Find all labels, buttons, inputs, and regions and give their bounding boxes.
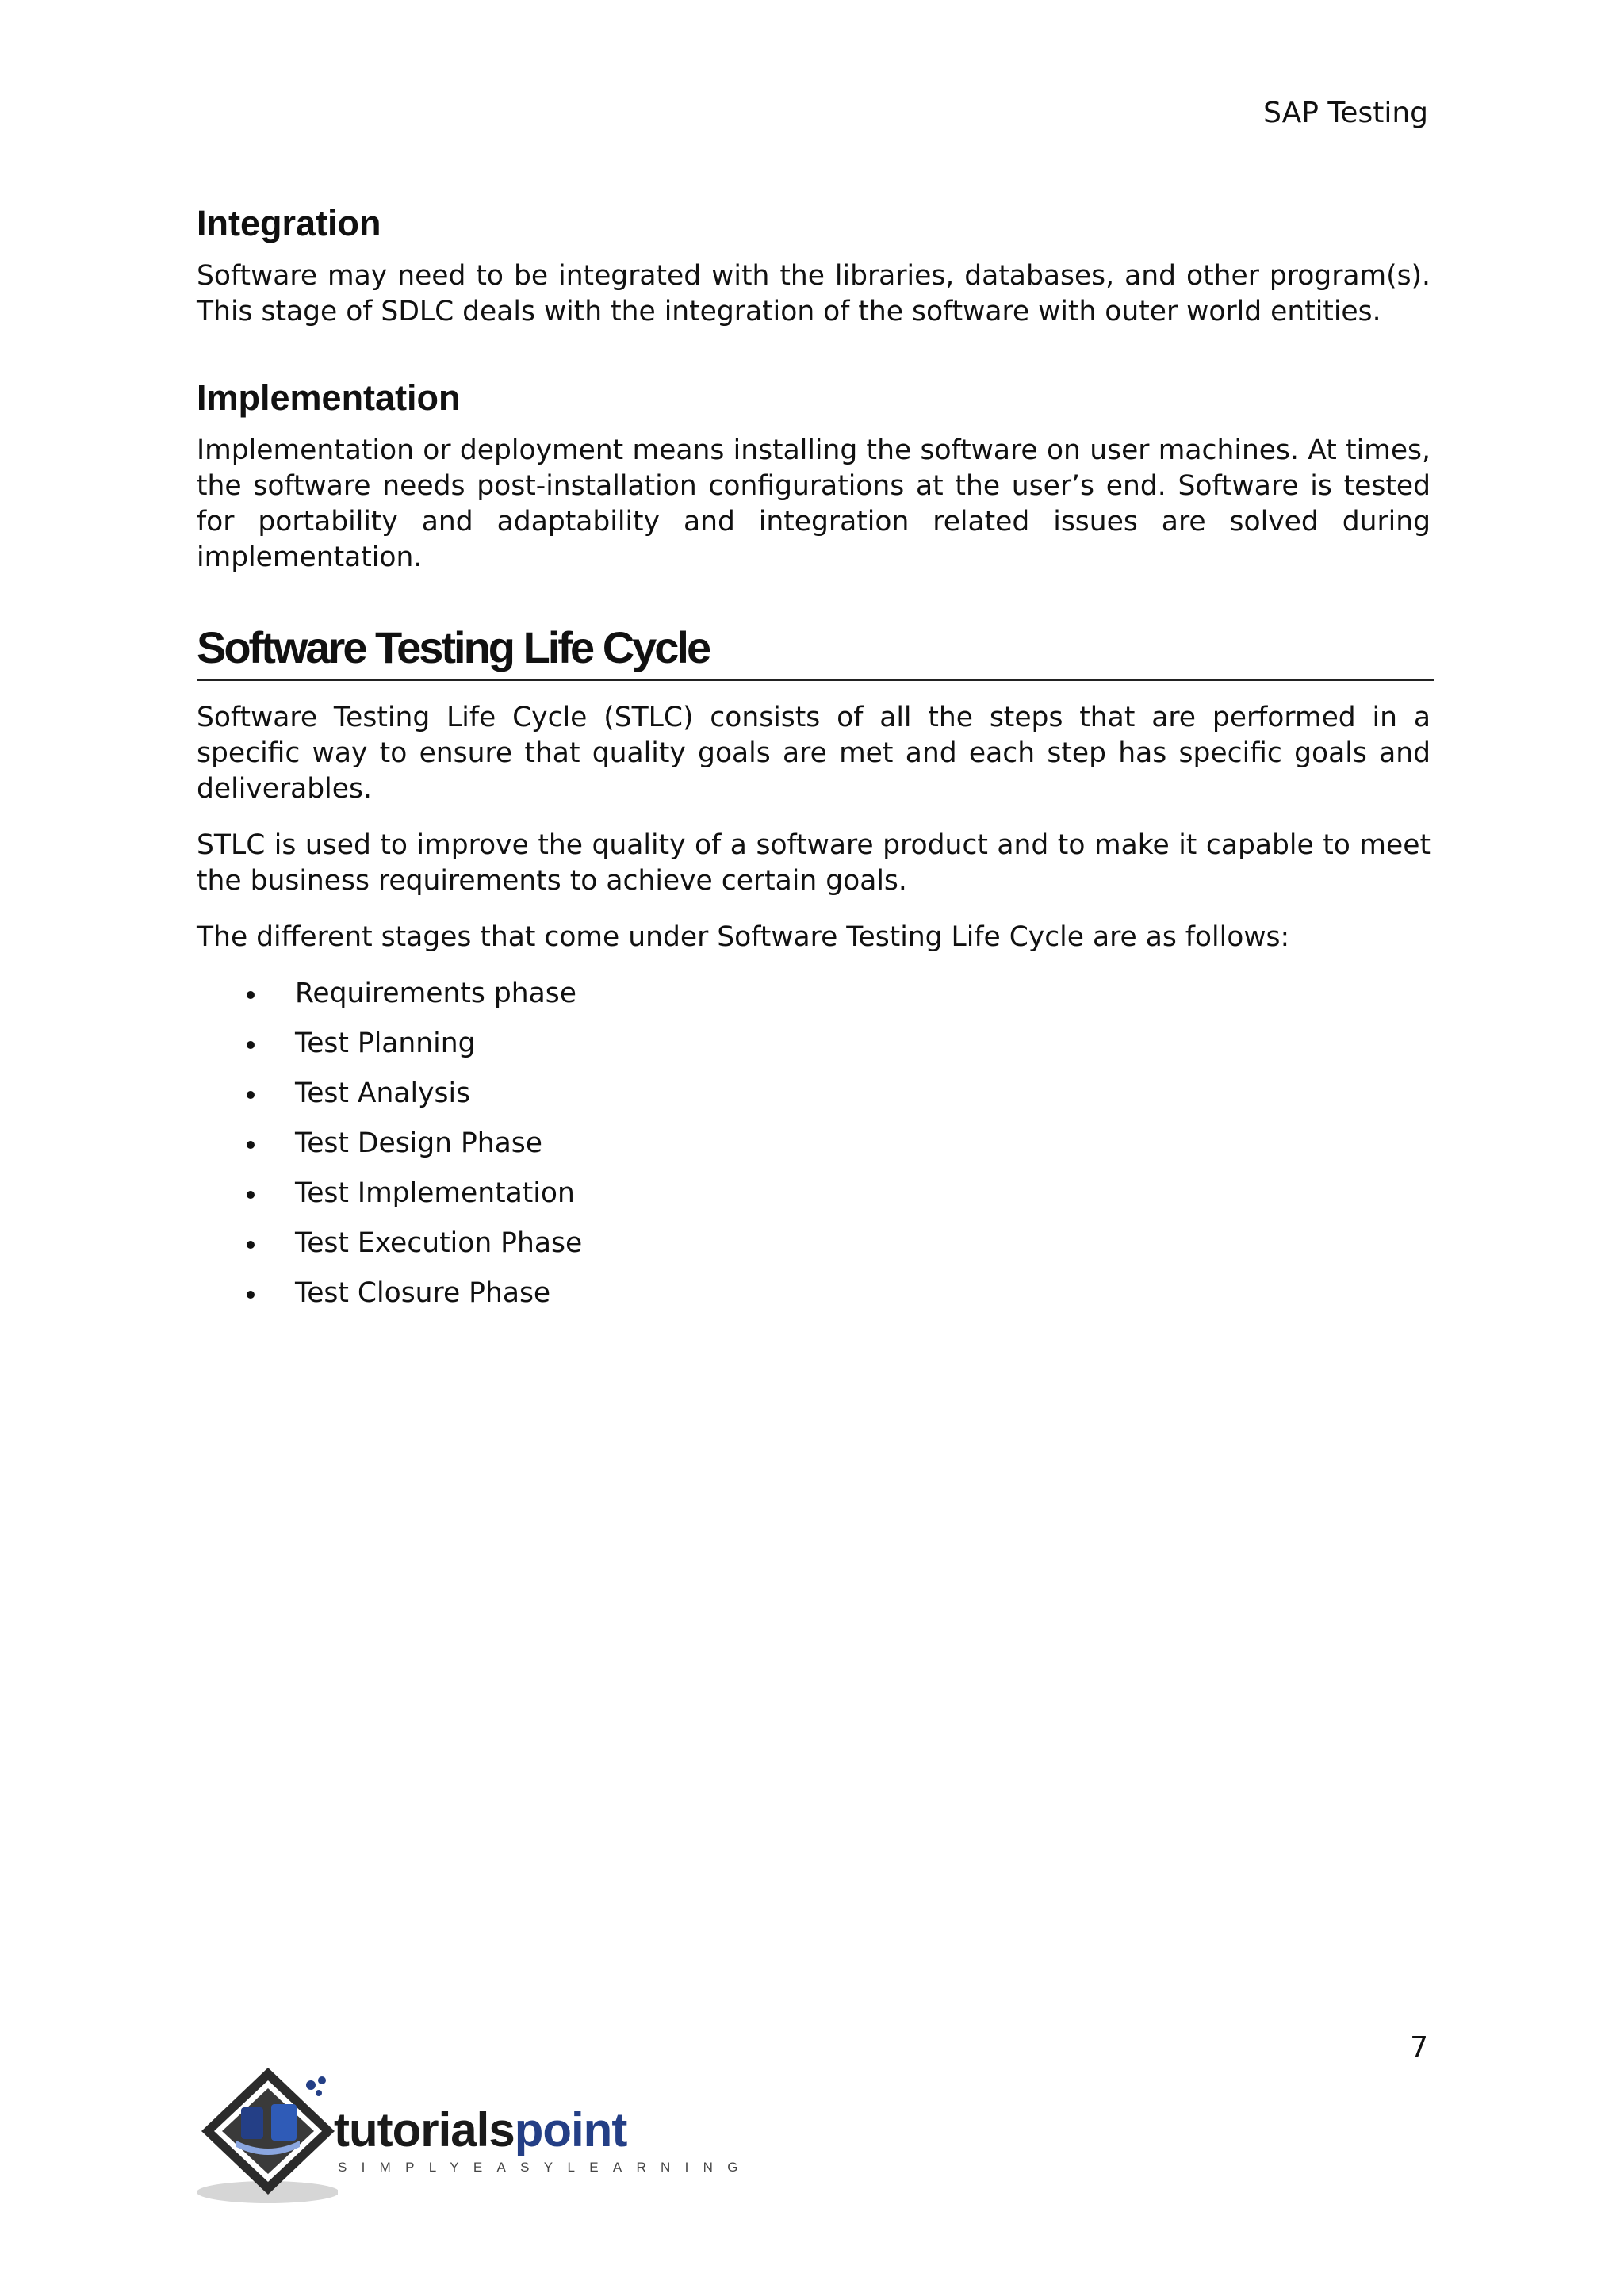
logo-word-part2: point bbox=[514, 2103, 627, 2156]
stage-label: Test Analysis bbox=[295, 1077, 471, 1109]
stlc-stages-list bbox=[197, 976, 1431, 1326]
stlc-heading: Software Testing Life Cycle bbox=[197, 622, 1434, 681]
stlc-paragraph-3: The different stages that come under Software Testing Life Cycle are as follows: bbox=[197, 921, 1290, 953]
bullet-icon bbox=[247, 1191, 255, 1199]
list-item bbox=[197, 1026, 1431, 1076]
logo-tagline: SIMPLYEASYLEARNING bbox=[338, 2160, 753, 2175]
list-item bbox=[197, 1226, 1431, 1276]
bullet-icon bbox=[247, 1241, 255, 1249]
logo-word-part1: tutorials bbox=[334, 2103, 515, 2156]
bullet-icon bbox=[247, 1291, 255, 1299]
integration-heading: Integration bbox=[197, 203, 381, 243]
stage-label: Test Design Phase bbox=[295, 1127, 542, 1159]
running-header: SAP Testing bbox=[1263, 97, 1428, 129]
integration-paragraph: Software may need to be integrated with the libraries, databases, and other program(s). This stage of SDLC deals with the integration of the software with outer world entities. bbox=[197, 260, 1431, 327]
list-item bbox=[197, 1276, 1431, 1326]
stage-label: Test Closure Phase bbox=[295, 1277, 551, 1309]
list-item bbox=[197, 1076, 1431, 1126]
bullet-icon bbox=[247, 1091, 255, 1099]
list-item bbox=[197, 976, 1431, 1026]
bullet-icon bbox=[247, 1041, 255, 1049]
list-item bbox=[197, 1126, 1431, 1176]
stlc-paragraph-2: STLC is used to improve the quality of a software product and to make it capable to meet the business requirements to achieve certain goals. bbox=[197, 829, 1431, 897]
list-item bbox=[197, 1176, 1431, 1226]
page-number: 7 bbox=[1410, 2031, 1428, 2064]
bullet-icon bbox=[247, 991, 255, 999]
bullet-icon bbox=[247, 1141, 255, 1149]
page-content bbox=[197, 203, 1431, 1326]
tutorialspoint-logo bbox=[195, 2061, 753, 2204]
logo-wordmark bbox=[334, 2103, 626, 2157]
implementation-heading: Implementation bbox=[197, 377, 461, 418]
stage-label: Requirements phase bbox=[295, 978, 576, 1009]
implementation-paragraph: Implementation or deployment means installing the software on user machines. At times, the software needs post-installation configurations at the user’s end. Software is tested for portability and adaptability and integration related issues are solved during implementation. bbox=[197, 434, 1431, 573]
stage-label: Test Planning bbox=[295, 1027, 476, 1059]
stlc-paragraph-1: Software Testing Life Cycle (STLC) consists of all the steps that are performed in a specific way to ensure that quality goals are met and each step has specific goals and deliverables. bbox=[197, 702, 1431, 805]
stage-label: Test Execution Phase bbox=[295, 1227, 583, 1259]
logo-emblem-icon bbox=[195, 2061, 338, 2204]
stage-label: Test Implementation bbox=[295, 1177, 575, 1209]
